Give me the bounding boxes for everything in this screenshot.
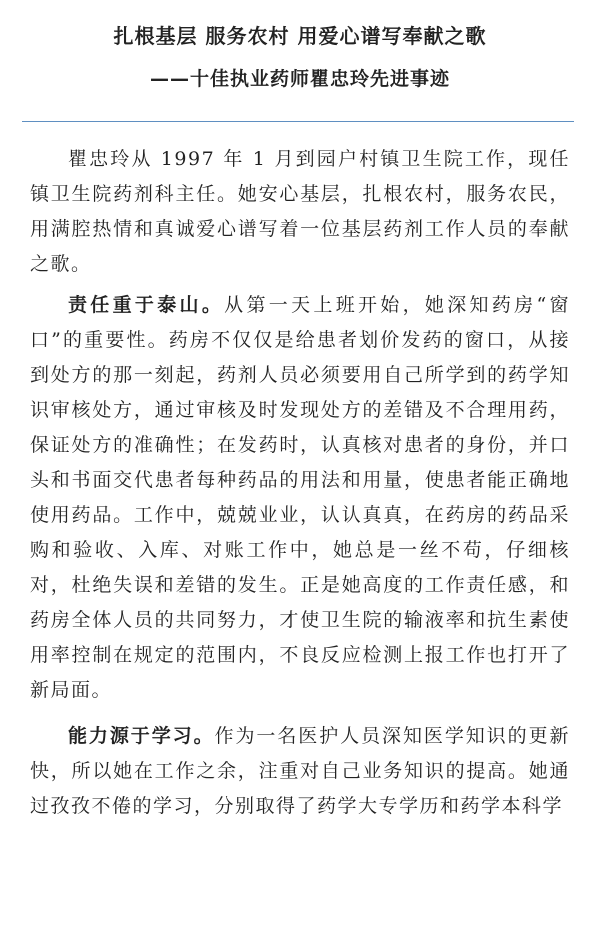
paragraph-text: 作为一名医护人员深知医学知识的更新快，所以她在工作之余，注重对自己业务知识的提高。她通过孜孜不倦的学习，分别取得了药学大专学历和药学本科学 [30,725,570,817]
paragraph-intro [30,142,570,282]
paragraph-text: 瞿忠玲从 1997 年 1 月到园户村镇卫生院工作，现任镇卫生院药剂科主任。她安心基层，扎根农村，服务农民，用满腔热情和真诚爱心谱写着一位基层药剂工作人员的奉献之歌。 [30,148,570,275]
paragraph-text: 从第一天上班开始，她深知药房“窗口”的重要性。药房不仅仅是给患者划价发药的窗口，从接到处方的那一刻起，药剂人员必须要用自己所学到的药学知识审核处方，通过审核及时发现处方的差错及不合理用药，保证处方的准确性；在发药时，认真核对患者的身份，并口头和书面交代患者每种药品的用法和用量，使患者能正确地使用药品。工作中，兢兢业业，认认真真，在药房的药品采购和验收、入库、对账工作中，她总是一丝不苟，仔细核对，杜绝失误和差错的发生。正是她高度的工作责任感，和药房全体人员的共同努力，才使卫生院的输液率和抗生素使用率控制在规定的范围内，不良反应检测上报工作也打开了新局面。 [30,294,570,701]
paragraph-lead: 责任重于泰山。 [68,294,225,316]
paragraph-learning [30,719,570,824]
document-title: 扎根基层 服务农村 用爱心谱写奉献之歌 [113,24,487,48]
title-divider [22,121,574,122]
document-subtitle: ——十佳执业药师瞿忠玲先进事迹 [149,68,450,90]
document-body [30,142,570,830]
paragraph-responsibility [30,288,570,708]
paragraph-lead: 能力源于学习。 [68,725,215,747]
